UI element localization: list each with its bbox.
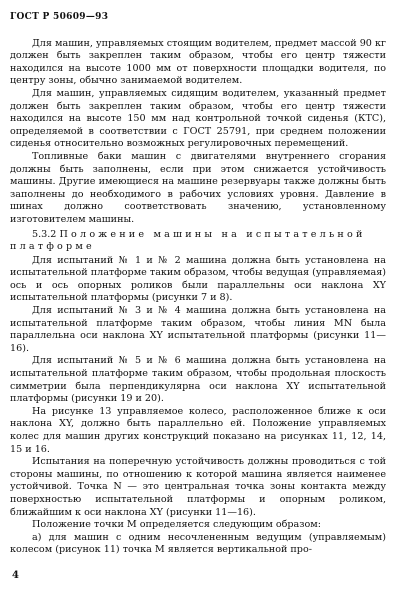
- paragraph: Испытания на поперечную устойчивость должны проводиться с той стороны машины, по отношению к которой машина является наименее устойчивой. Точка N — это центральная точка зоны контакта между поверхностью испытательной платформы и опорным роликом, ближайшим к оси наклона XY (рисунки 11—16).: [10, 456, 386, 518]
- paragraph: Для машин, управляемых стоящим водителем, предмет массой 90 кг должен быть закреплен таким образом, чтобы его центр тяжести находился на высоте 1000 мм от поверхности площадки водителя, по центру зоны, обычно занимаемой водителем.: [10, 37, 386, 87]
- paragraph: Для машин, управляемых сидящим водителем, указанный предмет должен быть закреплен таким образом, чтобы его центр тяжести находился на высоте 150 мм над контрольной точкой сиденья (КТС), определяемой в соответствии с ГОСТ 25791, при среднем положении сиденья относительно возможных регулировочных перемещений.: [10, 87, 386, 150]
- section-heading: [10, 229, 386, 254]
- section-number: 5.3.2: [32, 228, 57, 240]
- paragraph: а) для машин с одним несочлененным ведущим (управляемым) колесом (рисунок 11) точка M является вертикальной про-: [10, 531, 386, 556]
- paragraph: На рисунке 13 управляемое колесо, расположенное ближе к оси наклона XY, должно быть параллельно ей. Положение управляемых колес для машин других конструкций показано на рисунках 11, 12, 14, 15 и 16.: [10, 405, 386, 455]
- standard-header: ГОСТ Р 50609—93: [10, 12, 109, 22]
- section-title: Положение машины на испытательной платформе: [10, 228, 366, 253]
- paragraph: Для испытаний № 5 и № 6 машина должна быть установлена на испытательной платформе таким образом, чтобы продольная плоскость симметрии была перпендикулярна оси наклона XY испытательной платформы (рисунки 19 и 20).: [10, 355, 386, 405]
- paragraph: Для испытаний № 1 и № 2 машина должна быть установлена на испытательной платформе таким образом, чтобы ведущая (управляемая) ось и ось опорных роликов были параллельны оси наклона XY испытательной платформы (рисунки 7 и 8).: [10, 254, 386, 304]
- paragraph: Топливные баки машин с двигателями внутреннего сгорания должны быть заполнены, если при этом снижается устойчивость машины. Другие имеющиеся на машине резервуары также должны быть заполнены до необходимого в рабочих условиях уровня. Давление в шинах должно соответствовать значению, установленному изготовителем машины.: [10, 150, 386, 225]
- paragraph: Положение точки M определяется следующим образом:: [32, 519, 321, 531]
- paragraph: Для испытаний № 3 и № 4 машина должна быть установлена на испытательной платформе таким образом, чтобы линия MN была параллельна оси наклона XY испытательной платформы (рисунки 11—16).: [10, 305, 386, 354]
- page-number: 4: [12, 570, 19, 581]
